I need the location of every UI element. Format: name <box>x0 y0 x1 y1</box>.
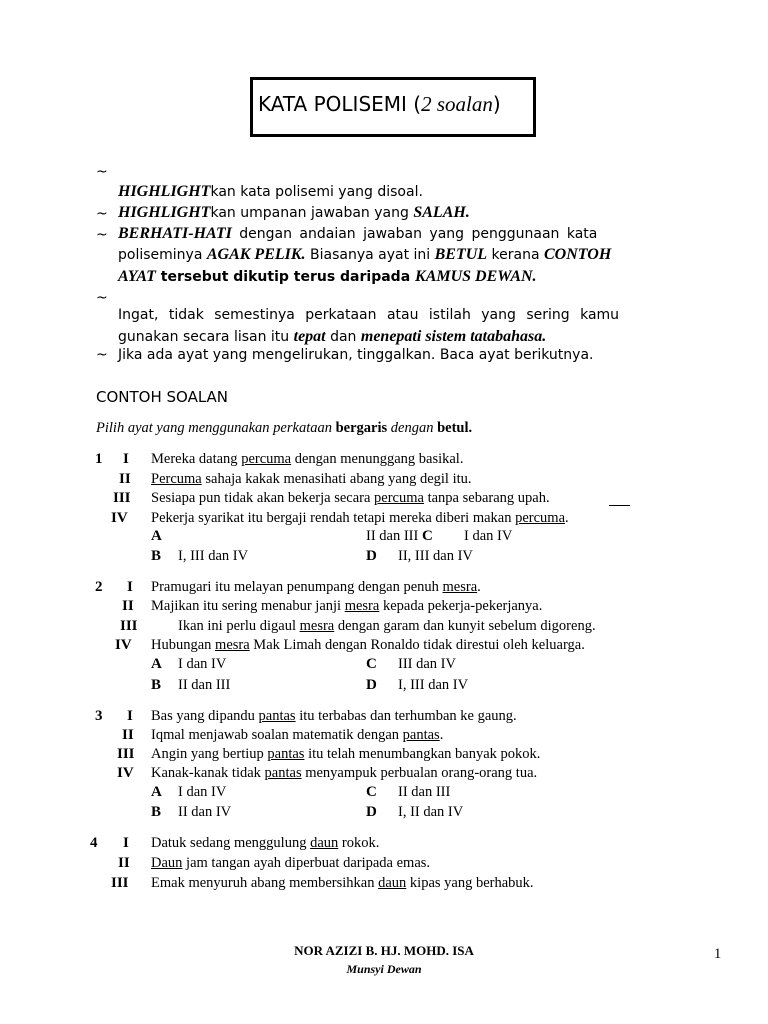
option-text: III dan IV <box>398 656 456 672</box>
answer-blank <box>609 505 630 506</box>
option-text: I, III dan IV <box>398 677 469 693</box>
page-number: 1 <box>714 946 722 962</box>
note-3-line3: AYAT tersebut dikutip terus daripada KAMUS DEWAN. <box>118 268 537 285</box>
option-text: II dan III C <box>366 528 433 544</box>
note-tilde: ~ <box>96 164 108 180</box>
option-letter: C <box>366 656 377 672</box>
option-text: I dan IV <box>464 528 513 544</box>
roman-numeral: I <box>123 835 129 851</box>
title-subtitle: 2 soalan <box>421 92 493 116</box>
roman-numeral: II <box>122 727 134 743</box>
question-item: Bas yang dipandu pantas itu terbabas dan terhumban ke gaung. <box>151 708 517 724</box>
roman-numeral: IV <box>117 765 134 781</box>
roman-numeral: IV <box>111 510 128 526</box>
question-item: Majikan itu sering menabur janji mesra kepada pekerja-pekerjanya. <box>151 598 543 614</box>
option-letter: B <box>151 804 162 820</box>
question-item: Angin yang bertiup pantas itu telah menumbangkan banyak pokok. <box>151 746 541 762</box>
note-2: HIGHLIGHTkan umpanan jawaban yang SALAH. <box>118 204 470 221</box>
question-item: Datuk sedang menggulung daun rokok. <box>151 835 380 851</box>
question-item: Daun jam tangan ayah diperbuat daripada emas. <box>151 855 431 871</box>
option-letter: B <box>151 548 162 564</box>
option-letter: A <box>151 528 162 544</box>
option-letter: C <box>366 784 377 800</box>
option-letter: D <box>366 677 377 693</box>
note-4-line2: gunakan secara lisan itu tepat dan menepati sistem tatabahasa. <box>118 328 547 345</box>
question-item: Iqmal menjawab soalan matematik dengan pantas. <box>151 727 444 743</box>
question-item: Mereka datang percuma dengan menunggang basikal. <box>151 451 464 467</box>
section-heading: CONTOH SOALAN <box>96 388 229 406</box>
option-text: I dan IV <box>178 656 227 672</box>
note-tilde: ~ <box>96 206 108 222</box>
question-number: 3 <box>95 708 103 724</box>
note-tilde: ~ <box>96 290 108 306</box>
roman-numeral: III <box>120 618 138 634</box>
option-letter: A <box>151 656 162 672</box>
question-item: Percuma sahaja kakak menasihati abang yang degil itu. <box>151 471 472 487</box>
option-text: I, II dan IV <box>398 804 464 820</box>
option-text: II, III dan IV <box>398 548 473 564</box>
option-text: II dan IV <box>178 804 232 820</box>
roman-numeral: I <box>127 708 133 724</box>
question-item: Pekerja syarikat itu bergaji rendah tetapi mereka diberi makan percuma. <box>151 510 569 526</box>
roman-numeral: II <box>118 855 130 871</box>
note-3-line1: BERHATI-HATI dengan andaian jawaban yang penggunaan kata <box>118 225 598 242</box>
option-letter: D <box>366 548 377 564</box>
question-item: Kanak-kanak tidak pantas menyampuk perbualan orang-orang tua. <box>151 765 538 781</box>
question-number: 2 <box>95 579 103 595</box>
footer-role: Munsyi Dewan <box>346 962 422 976</box>
note-1: HIGHLIGHTkan kata polisemi yang disoal. <box>118 183 423 200</box>
question-item: Hubungan mesra Mak Limah dengan Ronaldo tidak direstui oleh keluarga. <box>151 637 585 653</box>
note-3-line2: poliseminya AGAK PELIK. Biasanya ayat ini BETUL kerana CONTOH <box>118 246 612 263</box>
question-item: Sesiapa pun tidak akan bekerja secara percuma tanpa sebarang upah. <box>151 490 550 506</box>
roman-numeral: I <box>123 451 129 467</box>
roman-numeral: III <box>111 875 129 891</box>
option-letter: A <box>151 784 162 800</box>
option-text: I dan IV <box>178 784 227 800</box>
option-text: II dan III <box>178 677 231 693</box>
question-number: 4 <box>90 835 98 851</box>
note-5: Jika ada ayat yang mengelirukan, tinggalkan. Baca ayat berikutnya. <box>118 347 594 363</box>
roman-numeral: IV <box>115 637 132 653</box>
option-letter: B <box>151 677 162 693</box>
roman-numeral: I <box>127 579 133 595</box>
note-tilde: ~ <box>96 227 108 243</box>
question-number: 1 <box>95 451 103 467</box>
option-letter: D <box>366 804 377 820</box>
page-title: KATA POLISEMI (2 soalan) <box>258 92 501 116</box>
note-4-line1: Ingat, tidak semestinya perkataan atau istilah yang sering kamu <box>118 307 620 323</box>
option-text: I, III dan IV <box>178 548 249 564</box>
roman-numeral: III <box>113 490 131 506</box>
roman-numeral: II <box>122 598 134 614</box>
instruction: Pilih ayat yang menggunakan perkataan bergaris dengan betul. <box>96 420 473 436</box>
roman-numeral: II <box>119 471 131 487</box>
roman-numeral: III <box>117 746 135 762</box>
note-tilde: ~ <box>96 347 108 363</box>
question-item: Ikan ini perlu digaul mesra dengan garam dan kunyit sebelum digoreng. <box>178 618 596 634</box>
question-item: Emak menyuruh abang membersihkan daun kipas yang berhabuk. <box>151 875 534 891</box>
footer-author: NOR AZIZI B. HJ. MOHD. ISA <box>294 943 474 958</box>
question-item: Pramugari itu melayan penumpang dengan penuh mesra. <box>151 579 481 595</box>
option-text: II dan III <box>398 784 451 800</box>
